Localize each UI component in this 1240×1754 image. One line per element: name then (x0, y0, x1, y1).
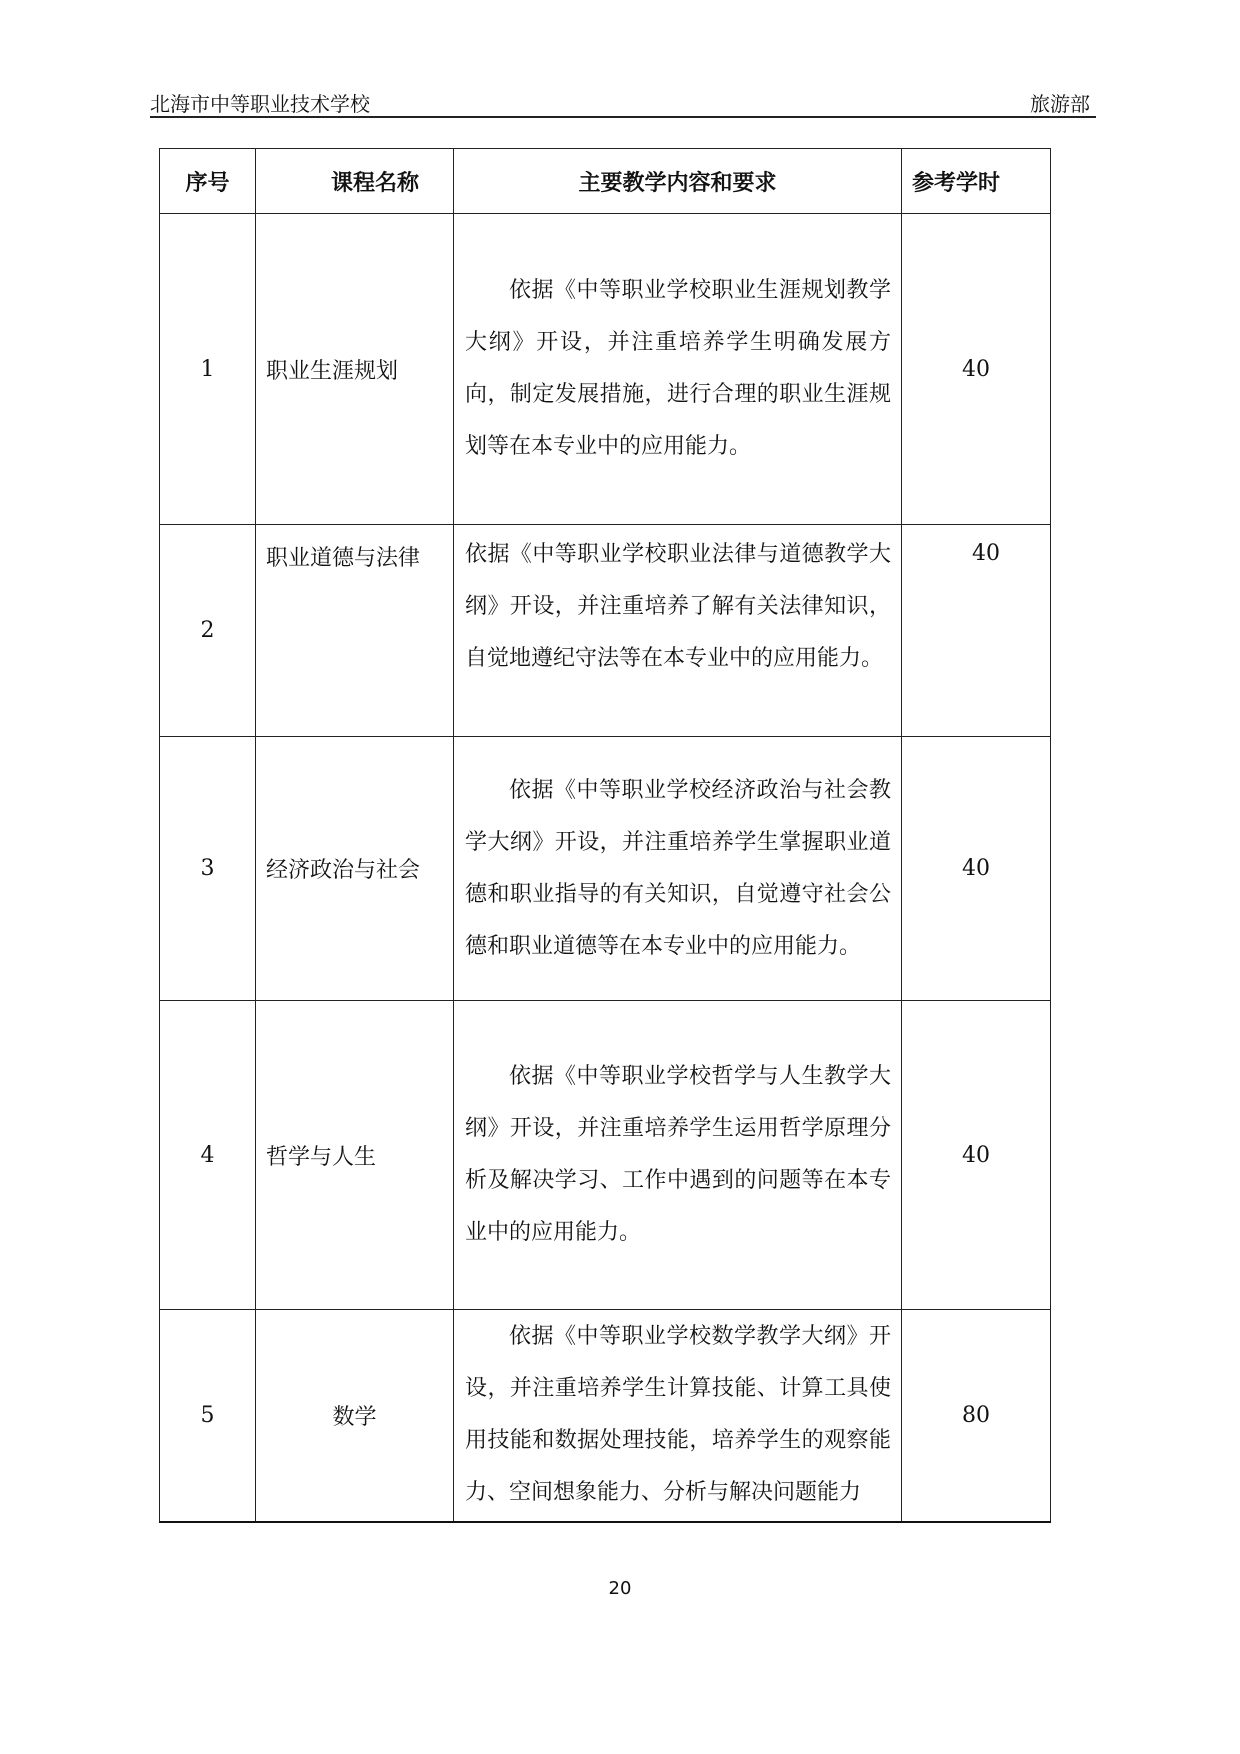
table-header-row (160, 149, 1051, 214)
page-header (150, 86, 1096, 118)
department-name: 旅游部 (1030, 92, 1090, 116)
row-hours: 40 (902, 214, 1051, 525)
row-course-name: 职业道德与法律 (256, 525, 454, 737)
row-no: 4 (160, 1001, 256, 1310)
header-course-name: 课程名称 (256, 149, 454, 214)
school-name: 北海市中等职业技术学校 (150, 92, 370, 116)
table-row (160, 214, 1051, 525)
row-no: 1 (160, 214, 256, 525)
row-content: 依据《中等职业学校数学教学大纲》开设，并注重培养学生计算技能、计算工具使用技能和数据处理技能，培养学生的观察能力、空间想象能力、分析与解决问题能力 (454, 1310, 902, 1522)
table-row (160, 1001, 1051, 1310)
row-hours: 40 (902, 1001, 1051, 1310)
header-content: 主要教学内容和要求 (454, 149, 902, 214)
row-no: 2 (160, 525, 256, 737)
table-row (160, 525, 1051, 737)
table-row (160, 1310, 1051, 1522)
row-hours: 40 (902, 525, 1051, 737)
row-course-name: 职业生涯规划 (256, 214, 454, 525)
page-number: 20 (608, 1578, 632, 1599)
row-no: 3 (160, 737, 256, 1001)
row-hours: 80 (902, 1310, 1051, 1522)
row-course-name: 数学 (256, 1310, 454, 1522)
row-hours: 40 (902, 737, 1051, 1001)
row-content: 依据《中等职业学校哲学与人生教学大纲》开设，并注重培养学生运用哲学原理分析及解决学习、工作中遇到的问题等在本专业中的应用能力。 (454, 1001, 902, 1310)
header-hours: 参考学时 (902, 149, 1051, 214)
row-content: 依据《中等职业学校职业生涯规划教学大纲》开设，并注重培养学生明确发展方向，制定发展措施，进行合理的职业生涯规划等在本专业中的应用能力。 (454, 214, 902, 525)
table-row (160, 737, 1051, 1001)
row-no: 5 (160, 1310, 256, 1522)
course-table (159, 148, 1051, 1523)
row-course-name: 哲学与人生 (256, 1001, 454, 1310)
header-no: 序号 (160, 149, 256, 214)
row-content: 依据《中等职业学校经济政治与社会教学大纲》开设，并注重培养学生掌握职业道德和职业指导的有关知识，自觉遵守社会公德和职业道德等在本专业中的应用能力。 (454, 737, 902, 1001)
row-course-name: 经济政治与社会 (256, 737, 454, 1001)
row-content: 依据《中等职业学校职业法律与道德教学大纲》开设，并注重培养了解有关法律知识，自觉地遵纪守法等在本专业中的应用能力。 (454, 525, 902, 737)
